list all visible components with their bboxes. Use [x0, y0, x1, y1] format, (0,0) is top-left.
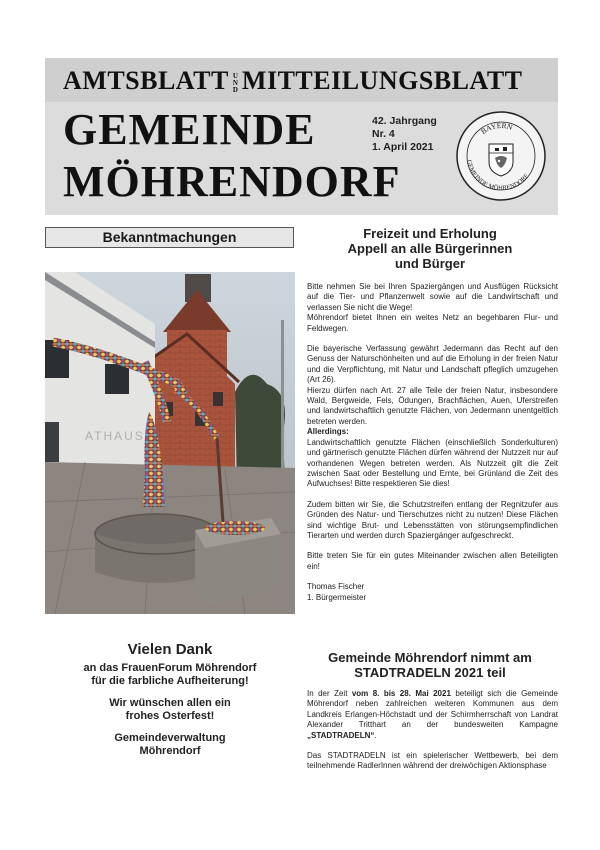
article-1-allerdings: Allerdings: — [307, 427, 349, 437]
thanks-line-4: frohes Osterfest! — [125, 710, 215, 722]
thanks-notice — [45, 641, 295, 758]
easter-well-illustration — [45, 272, 295, 614]
article-1-title-line-2: Appell an alle Bürgerinnen — [347, 241, 513, 256]
municipality-line-2: MÖHRENDORF — [63, 157, 401, 206]
article-1-paragraph-2: Die bayerische Verfassung gewährt Jedermann das Recht auf den Genuss der Naturschönheiten und auf die Erholung in der freien Natur und die Verpflichtung, mit Natur und Landschaft pfleglich umzugehen (Art 26). — [307, 344, 558, 385]
municipality-line-1: GEMEINDE — [63, 105, 316, 154]
svg-text:ATHAUS: ATHAUS — [85, 429, 145, 443]
article-2-body — [307, 689, 558, 782]
article-2-paragraph-1-part-b: beteiligt sich die Gemeinde Möhrendorf neben zahlreichen weiteren Kommunen aus dem Landkreis Erlangen-Höchstadt und der Schirmherrschaft von Landrat Alexander Tritthart an der bundesweiten Kampagne — [307, 689, 558, 730]
masthead-title-left: AMTSBLATT — [63, 66, 229, 95]
article-2-campaign-name: „STADTRADELN“ — [307, 730, 375, 740]
article-2-title-line-1: Gemeinde Möhrendorf nimmt am — [328, 650, 532, 665]
article-1-signer-role: 1. Bürgermeister — [307, 592, 367, 602]
masthead-title-right: MITTEILUNGSBLATT — [241, 66, 523, 95]
article-1-body — [307, 282, 558, 613]
article-1-paragraph-1b: Möhrendorf bietet Ihnen ein weites Netz an begehbaren Flur- und Feldwegen. — [307, 313, 558, 333]
easter-well-photo — [45, 272, 295, 614]
thanks-line-5: Gemeindeverwaltung — [114, 732, 226, 744]
masthead — [45, 58, 558, 215]
thanks-line-2: für die farbliche Aufheiterung! — [91, 675, 249, 687]
article-1-paragraph-1: Bitte nehmen Sie bei Ihren Spaziergängen und Ausflügen Rücksicht auf die Tier- und Pflanzenwelt sowie auf die Landwirtschaft und verlassen Sie nicht die Wege! — [307, 282, 558, 312]
article-1-paragraph-2b: Hierzu dürfen nach Art. 27 alle Teile der freien Natur, insbesondere Wald, Bergweide, Fels, Ödungen, Brachflächen, Auen, Uferstreifen und landwirtschaftlich genutzte Flächen, von Jedermann unentgeltlich betreten werden. — [307, 385, 558, 426]
article-2-title — [305, 650, 555, 680]
thanks-line-1: an das FrauenForum Möhrendorf — [83, 662, 257, 674]
masthead-title-bar — [45, 58, 558, 102]
article-1-title-line-1: Freizeit und Erholung — [363, 226, 497, 241]
article-1-paragraph-4: Bitte treten Sie für ein gutes Miteinander zwischen allen Beteiligten ein! — [307, 551, 558, 571]
article-2-date-range: vom 8. bis 28. Mai 2021 — [351, 689, 451, 698]
svg-text:BAYERN: BAYERN — [479, 120, 514, 136]
thanks-line-3: Wir wünschen allen ein — [109, 697, 231, 709]
article-1-title — [305, 226, 555, 271]
article-1-signer: Thomas Fischer — [307, 582, 365, 592]
section-label-bekanntmachungen: Bekanntmachungen — [45, 227, 294, 248]
issue-number: Nr. 4 — [372, 128, 395, 140]
article-2-paragraph-1-part-a: In der Zeit — [307, 689, 352, 698]
svg-text:GEMEINDE MÖHRENDORF: GEMEINDE MÖHRENDORF — [465, 159, 531, 193]
issue-info — [372, 115, 437, 154]
article-2-paragraph-2: Das STADTRADELN ist ein spielerischer Wettbewerb, bei dem teilnehmende RadlerInnen während der dreiwöchigen Aktionsphase — [307, 751, 558, 771]
masthead-und: U N D — [232, 71, 238, 94]
issue-volume: 42. Jahrgang — [372, 115, 437, 127]
article-2-paragraph-1-part-c: . — [374, 730, 377, 740]
thanks-line-6: Möhrendorf — [139, 745, 201, 757]
issue-date: 1. April 2021 — [372, 141, 434, 153]
article-1-paragraph-3: Zudem bitten wir Sie, die Schutzstreifen entlang der Regnitzufer aus Gründen des Natur- und Tierschutzes nicht zu nutzen! Diese Flächen sind wichtige Brut- und Lebensstätten von störungsempfindlichen Tierarten und werden durch Spaziergänger aufgeschreckt. — [307, 499, 558, 540]
article-1-paragraph-2c: Landwirtschaftlich genutzte Flächen (einschließlich Sonderkulturen) und gärtnerisch genutzte Flächen dürfen während der Nutzzeit nur auf vorhandenen Wegen betreten werden. Als Nutzzeit gilt die Zeit zwischen Saat oder Bestellung und Ernte, bei Grünland die Zeit des Aufwuchses! Bitte respektieren Sie dies! — [307, 437, 558, 489]
thanks-headline: Vielen Dank — [127, 641, 213, 658]
municipal-seal-icon — [455, 110, 547, 202]
article-2-title-line-2: STADTRADELN 2021 teil — [354, 665, 506, 680]
masthead-title — [63, 66, 523, 96]
article-1-title-line-3: und Bürger — [394, 256, 466, 271]
